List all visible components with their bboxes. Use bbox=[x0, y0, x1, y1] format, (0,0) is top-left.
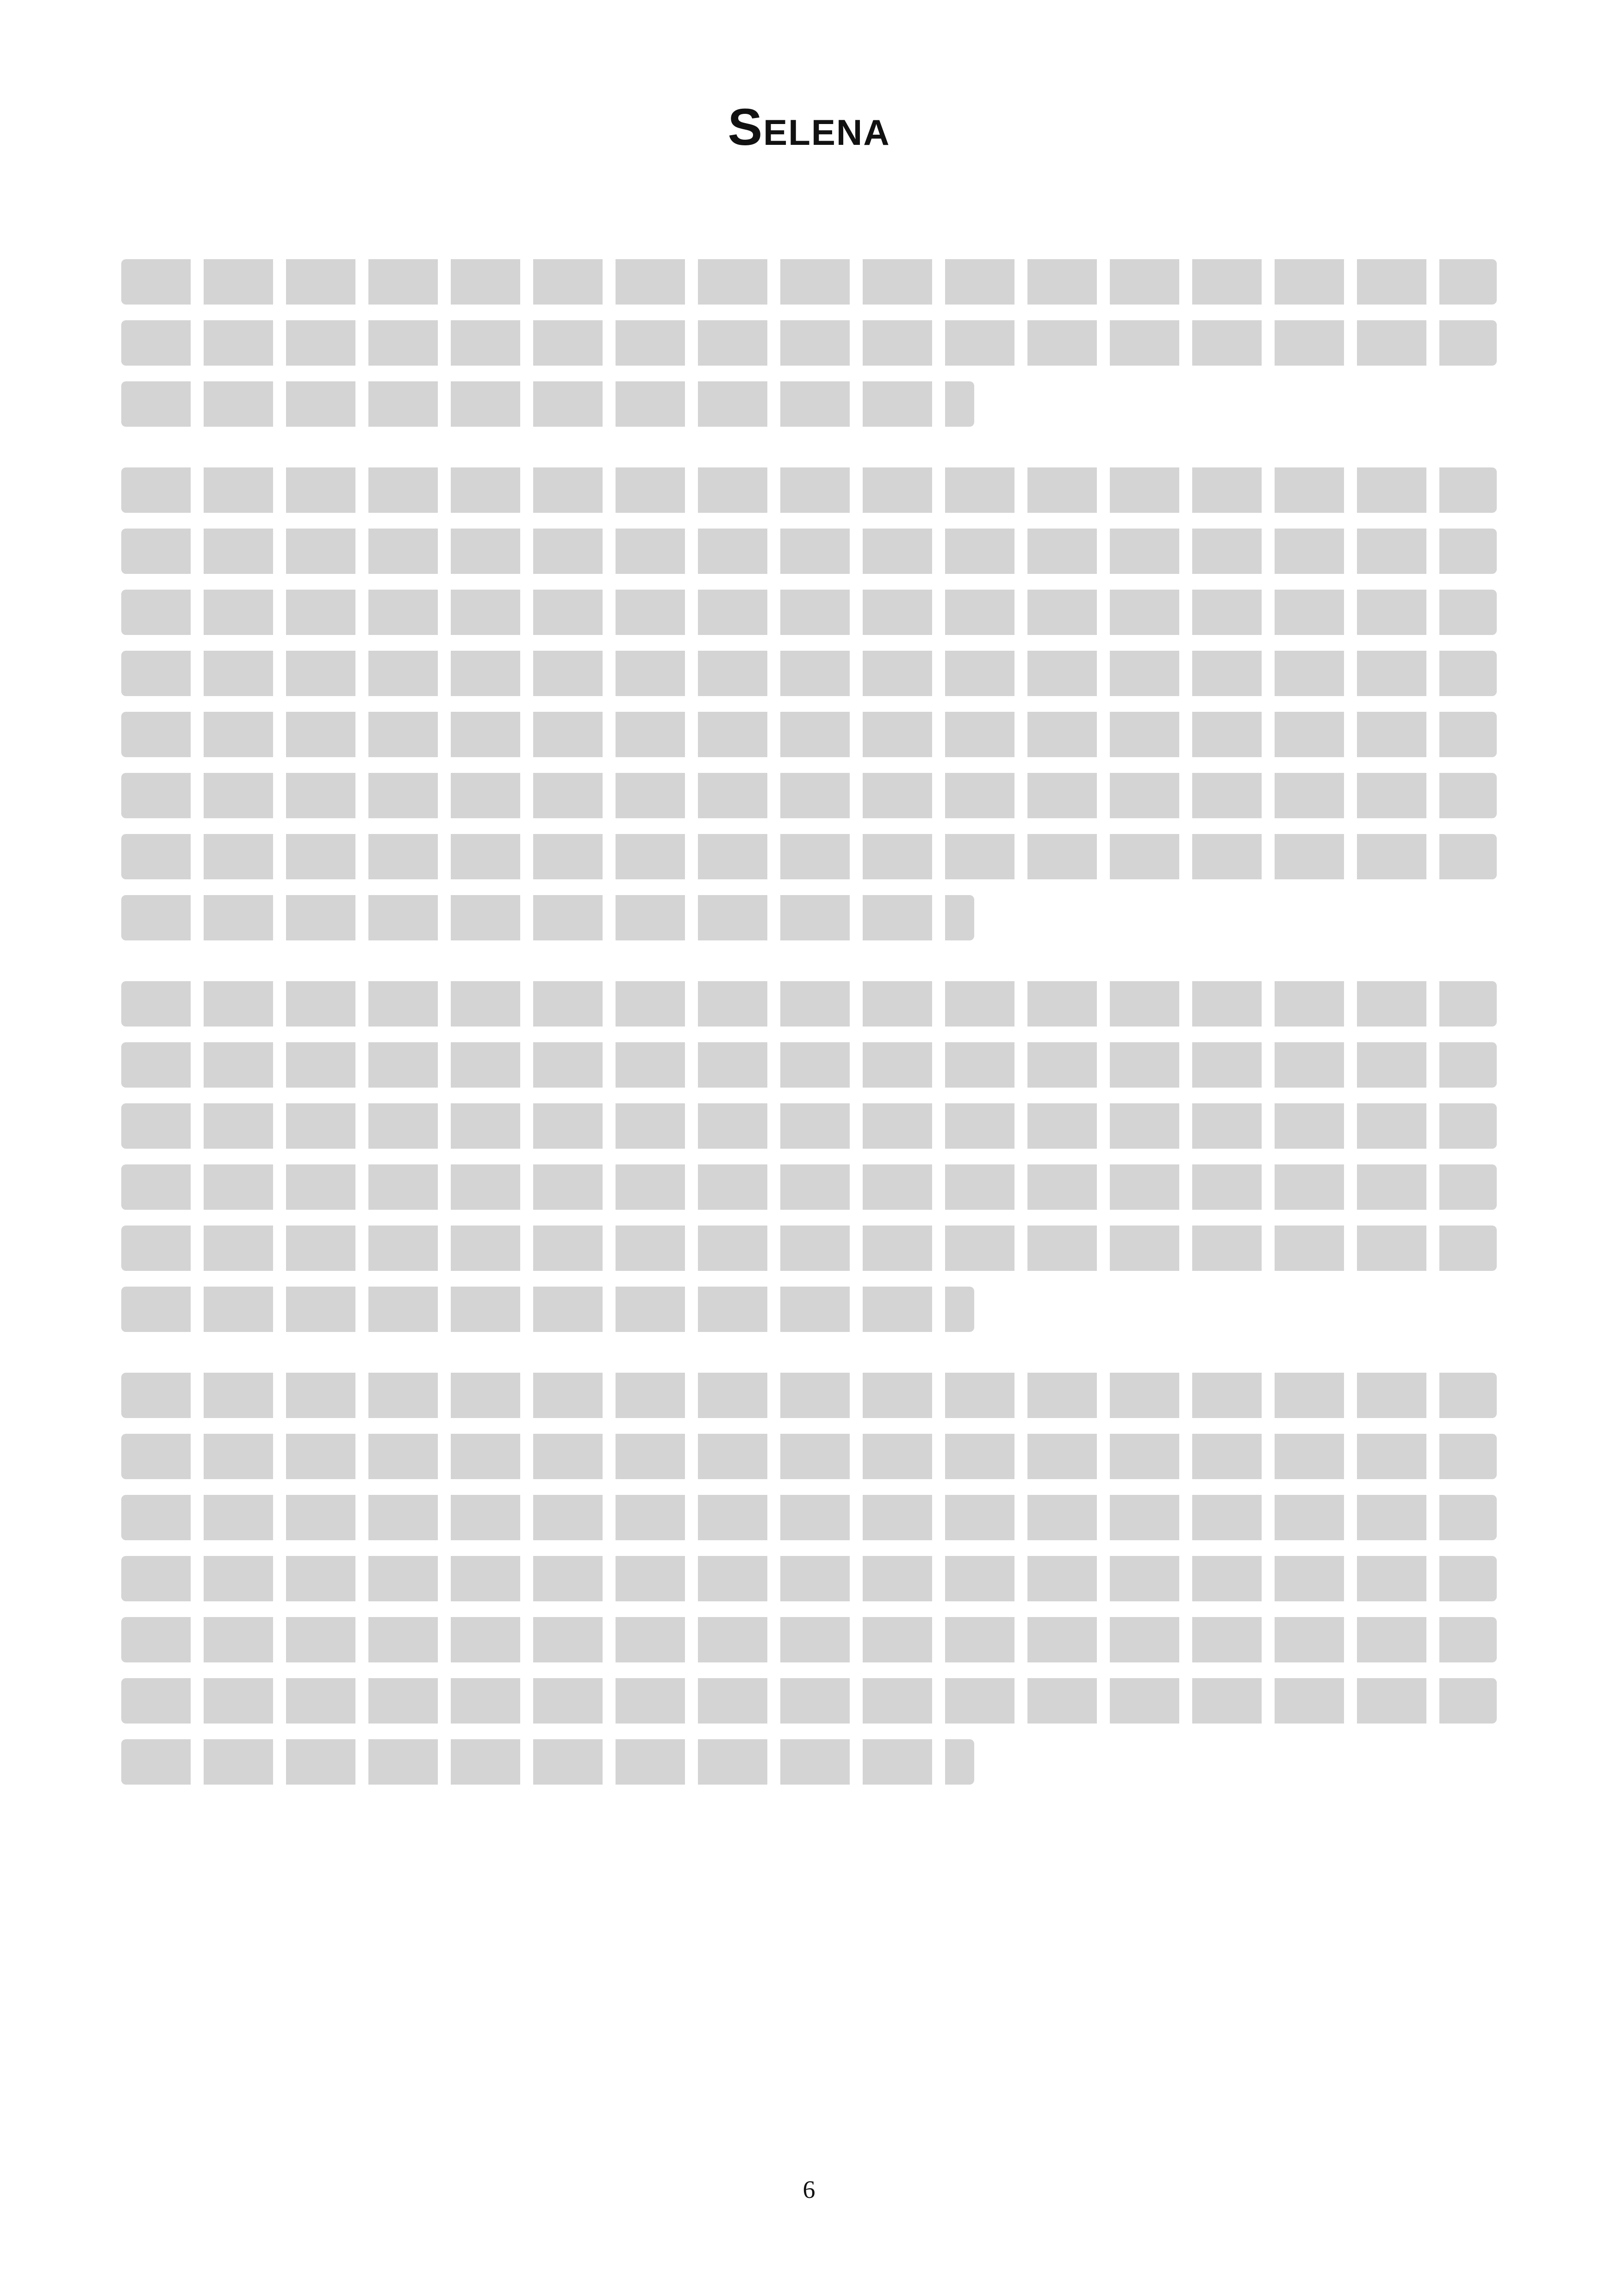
text-line-placeholder bbox=[121, 1373, 1497, 1418]
text-line-placeholder bbox=[121, 895, 974, 940]
text-line-placeholder bbox=[121, 1434, 1497, 1479]
page-number: 6 bbox=[803, 2176, 815, 2203]
text-line-placeholder bbox=[121, 381, 974, 427]
text-line-placeholder bbox=[121, 1042, 1497, 1088]
text-line-placeholder bbox=[121, 773, 1497, 818]
text-line-placeholder bbox=[121, 981, 1497, 1027]
text-line-placeholder bbox=[121, 1739, 974, 1785]
text-line-placeholder bbox=[121, 1164, 1497, 1210]
text-line-placeholder bbox=[121, 712, 1497, 757]
text-line-placeholder bbox=[121, 259, 1497, 305]
paragraph-placeholder bbox=[121, 259, 1497, 427]
chapter-body bbox=[121, 259, 1497, 1825]
text-line-placeholder bbox=[121, 320, 1497, 366]
text-line-placeholder bbox=[121, 1617, 1497, 1662]
text-line-placeholder bbox=[121, 1287, 974, 1332]
text-line-placeholder bbox=[121, 834, 1497, 879]
text-line-placeholder bbox=[121, 1103, 1497, 1149]
text-line-placeholder bbox=[121, 1556, 1497, 1601]
text-line-placeholder bbox=[121, 651, 1497, 696]
text-line-placeholder bbox=[121, 1495, 1497, 1540]
paragraph-placeholder bbox=[121, 1373, 1497, 1785]
text-line-placeholder bbox=[121, 529, 1497, 574]
paragraph-placeholder bbox=[121, 981, 1497, 1332]
text-line-placeholder bbox=[121, 467, 1497, 513]
text-line-placeholder bbox=[121, 1226, 1497, 1271]
text-line-placeholder bbox=[121, 1678, 1497, 1724]
chapter-title: Selena bbox=[728, 98, 890, 156]
text-line-placeholder bbox=[121, 590, 1497, 635]
paragraph-placeholder bbox=[121, 467, 1497, 940]
